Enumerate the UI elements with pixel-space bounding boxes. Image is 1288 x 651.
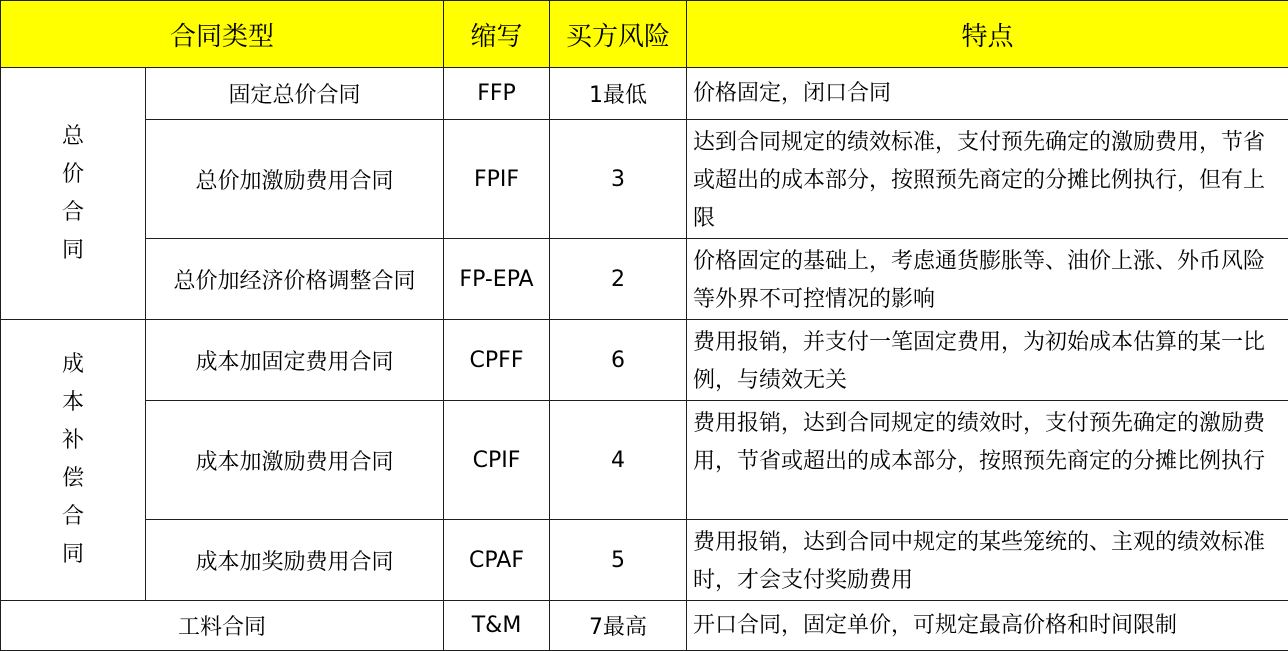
contract-abbr: FP-EPA — [444, 239, 550, 320]
contract-risk: 3 — [550, 120, 687, 239]
contract-risk: 4 — [550, 401, 687, 520]
contract-name: 成本加固定费用合同 — [146, 320, 444, 401]
header-abbreviation: 缩写 — [444, 1, 550, 68]
contract-abbr: CPIF — [444, 401, 550, 520]
contract-abbr: FFP — [444, 68, 550, 120]
table-row — [1, 320, 1288, 401]
contract-name: 成本加激励费用合同 — [146, 401, 444, 520]
group-label-fixed-price: 总 价 合 同 — [1, 68, 146, 320]
contract-abbr: FPIF — [444, 120, 550, 239]
contract-feature: 费用报销，达到合同规定的绩效时，支付预先确定的激励费用，节省或超出的成本部分，按照预先商定的分摊比例执行 — [687, 401, 1288, 520]
contract-name: 总价加激励费用合同 — [146, 120, 444, 239]
group-label-cost-reimbursable: 成 本 补 偿 合 同 — [1, 320, 146, 601]
table-row — [1, 401, 1288, 520]
contract-feature: 费用报销，达到合同中规定的某些笼统的、主观的绩效标准时，才会支付奖励费用 — [687, 520, 1288, 601]
contract-feature: 开口合同，固定单价，可规定最高价格和时间限制 — [687, 601, 1288, 651]
header-features: 特点 — [687, 1, 1288, 68]
contract-name: 成本加奖励费用合同 — [146, 520, 444, 601]
contract-risk: 1最低 — [550, 68, 687, 120]
table-row — [1, 239, 1288, 320]
table-row — [1, 120, 1288, 239]
contract-abbr: T&M — [444, 601, 550, 651]
table-row — [1, 601, 1288, 651]
contract-feature: 价格固定的基础上，考虑通货膨胀等、油价上涨、外币风险等外界不可控情况的影响 — [687, 239, 1288, 320]
contract-feature: 费用报销，并支付一笔固定费用，为初始成本估算的某一比例，与绩效无关 — [687, 320, 1288, 401]
contract-name: 固定总价合同 — [146, 68, 444, 120]
header-row — [1, 1, 1288, 68]
contract-feature: 达到合同规定的绩效标准，支付预先确定的激励费用，节省或超出的成本部分，按照预先商定的分摊比例执行，但有上限 — [687, 120, 1288, 239]
contract-feature: 价格固定，闭口合同 — [687, 68, 1288, 120]
contract-risk: 6 — [550, 320, 687, 401]
contract-name: 工料合同 — [1, 601, 444, 651]
header-buyer-risk: 买方风险 — [550, 1, 687, 68]
contract-risk: 2 — [550, 239, 687, 320]
contract-risk: 5 — [550, 520, 687, 601]
table-row — [1, 68, 1288, 120]
contract-name: 总价加经济价格调整合同 — [146, 239, 444, 320]
contract-risk: 7最高 — [550, 601, 687, 651]
contract-abbr: CPFF — [444, 320, 550, 401]
header-contract-type: 合同类型 — [1, 1, 444, 68]
table-row — [1, 520, 1288, 601]
contract-abbr: CPAF — [444, 520, 550, 601]
